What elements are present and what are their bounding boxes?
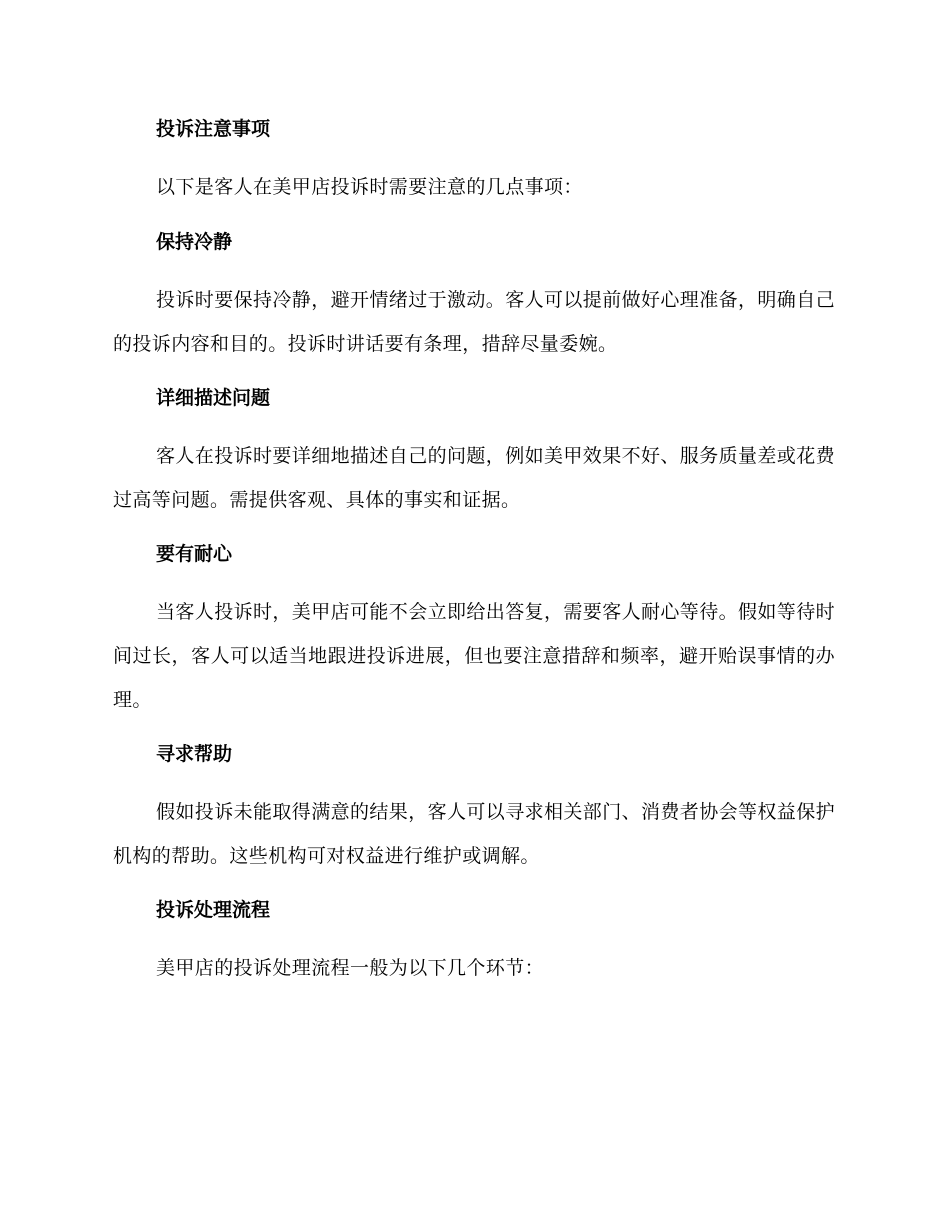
section-heading-seek-help: 寻求帮助 [156,743,233,765]
section-body-complaint-notes: 以下是客人在美甲店投诉时需要注意的几点事项： [156,176,583,198]
section-heading-stay-calm: 保持冷静 [156,231,233,253]
document-page [113,113,835,1007]
section-heading-complaint-process: 投诉处理流程 [156,899,271,921]
section-body-seek-help: 假如投诉未能取得满意的结果，客人可以寻求相关部门、消费者协会等权益保护机构的帮助。这些机构可对权益进行维护或调解。 [113,801,836,867]
section-body-stay-calm: 投诉时要保持冷静，避开情绪过于激动。客人可以提前做好心理准备，明确自己的投诉内容和目的。投诉时讲话要有条理，措辞尽量委婉。 [113,289,836,355]
section-body-describe-problem: 客人在投诉时要详细地描述自己的问题，例如美甲效果不好、服务质量差或花费过高等问题。需提供客观、具体的事实和证据。 [113,445,836,511]
section-body-complaint-process: 美甲店的投诉处理流程一般为以下几个环节： [156,957,545,979]
section-body-be-patient: 当客人投诉时，美甲店可能不会立即给出答复，需要客人耐心等待。假如等待时间过长，客人可以适当地跟进投诉进展，但也要注意措辞和频率，避开贻误事情的办理。 [113,601,836,711]
section-heading-be-patient: 要有耐心 [156,543,233,565]
section-heading-complaint-notes: 投诉注意事项 [156,118,271,140]
section-heading-describe-problem: 详细描述问题 [156,387,271,409]
